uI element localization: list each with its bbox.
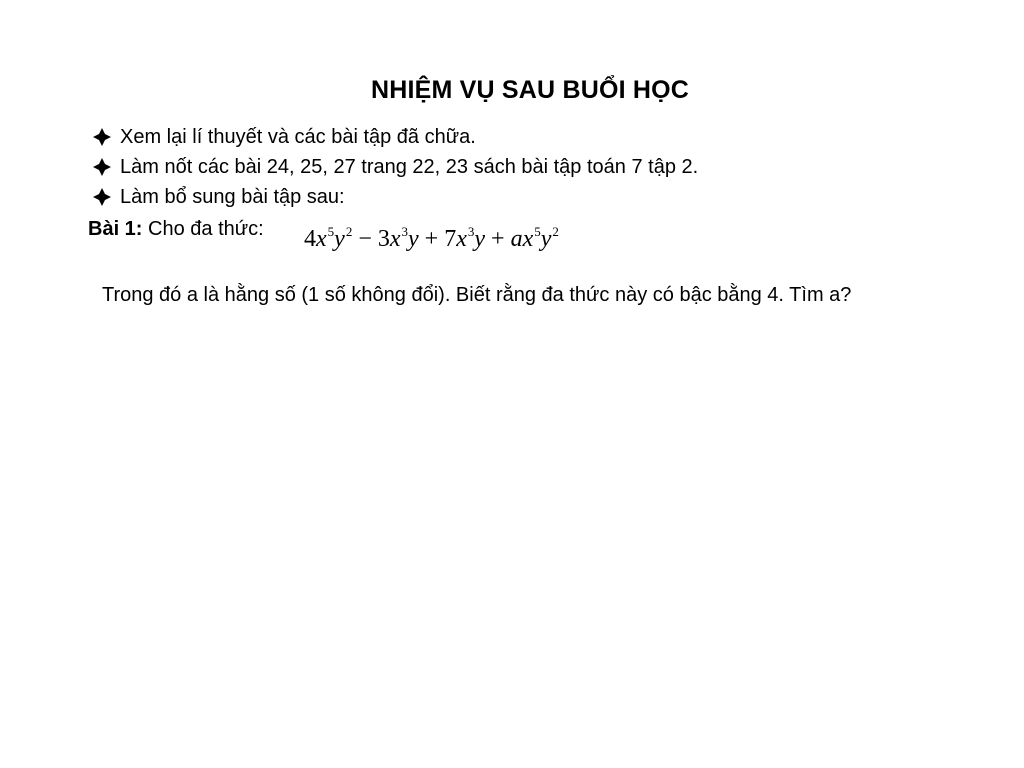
- term-exponent: 3: [467, 224, 475, 239]
- exercise-condition: Trong đó a là hằng số (1 số không đổi). Biết rằng đa thức này có bậc bằng 4. Tìm a?: [102, 284, 852, 306]
- diamond-bullet-icon: [92, 127, 112, 147]
- list-item-text: Làm nốt các bài 24, 25, 27 trang 22, 23 sách bài tập toán 7 tập 2.: [120, 155, 699, 178]
- term-coefficient: a: [510, 226, 523, 252]
- diamond-bullet-icon: [92, 157, 112, 177]
- term-exponent: 3: [401, 224, 409, 239]
- term-exponent: 5: [327, 224, 335, 239]
- polynomial-expression: [304, 226, 559, 253]
- term-variable: x: [316, 226, 327, 252]
- page-title: NHIỆM VỤ SAU BUỔI HỌC: [370, 76, 690, 104]
- list-item-text: Làm bổ sung bài tập sau:: [120, 185, 345, 208]
- list-item: [92, 152, 698, 182]
- list-item-text: Xem lại lí thuyết và các bài tập đã chữa.: [120, 125, 476, 148]
- list-item: [92, 182, 698, 212]
- term-exponent: 5: [534, 224, 541, 239]
- term-coefficient: 4: [304, 226, 316, 252]
- term-exponent: 2: [345, 224, 353, 239]
- term-variable: x: [456, 226, 467, 252]
- exercise-intro: [88, 218, 264, 241]
- diamond-bullet-icon: [92, 187, 112, 207]
- operator: −: [358, 226, 372, 252]
- task-list: [92, 122, 698, 212]
- term-variable: y: [334, 226, 345, 252]
- term-exponent: 2: [552, 224, 559, 239]
- term-coefficient: 3: [377, 226, 390, 252]
- exercise-intro-text: Cho đa thức:: [142, 218, 264, 240]
- operator: +: [491, 226, 505, 252]
- term-coefficient: 7: [444, 226, 457, 252]
- exercise-label: Bài 1:: [88, 218, 143, 240]
- term-variable: y: [540, 226, 552, 252]
- list-item: [92, 122, 698, 152]
- term-variable: x: [522, 226, 534, 252]
- term-variable: x: [389, 226, 401, 252]
- term-variable: y: [408, 226, 419, 252]
- operator: +: [424, 226, 439, 252]
- term-variable: y: [474, 226, 486, 252]
